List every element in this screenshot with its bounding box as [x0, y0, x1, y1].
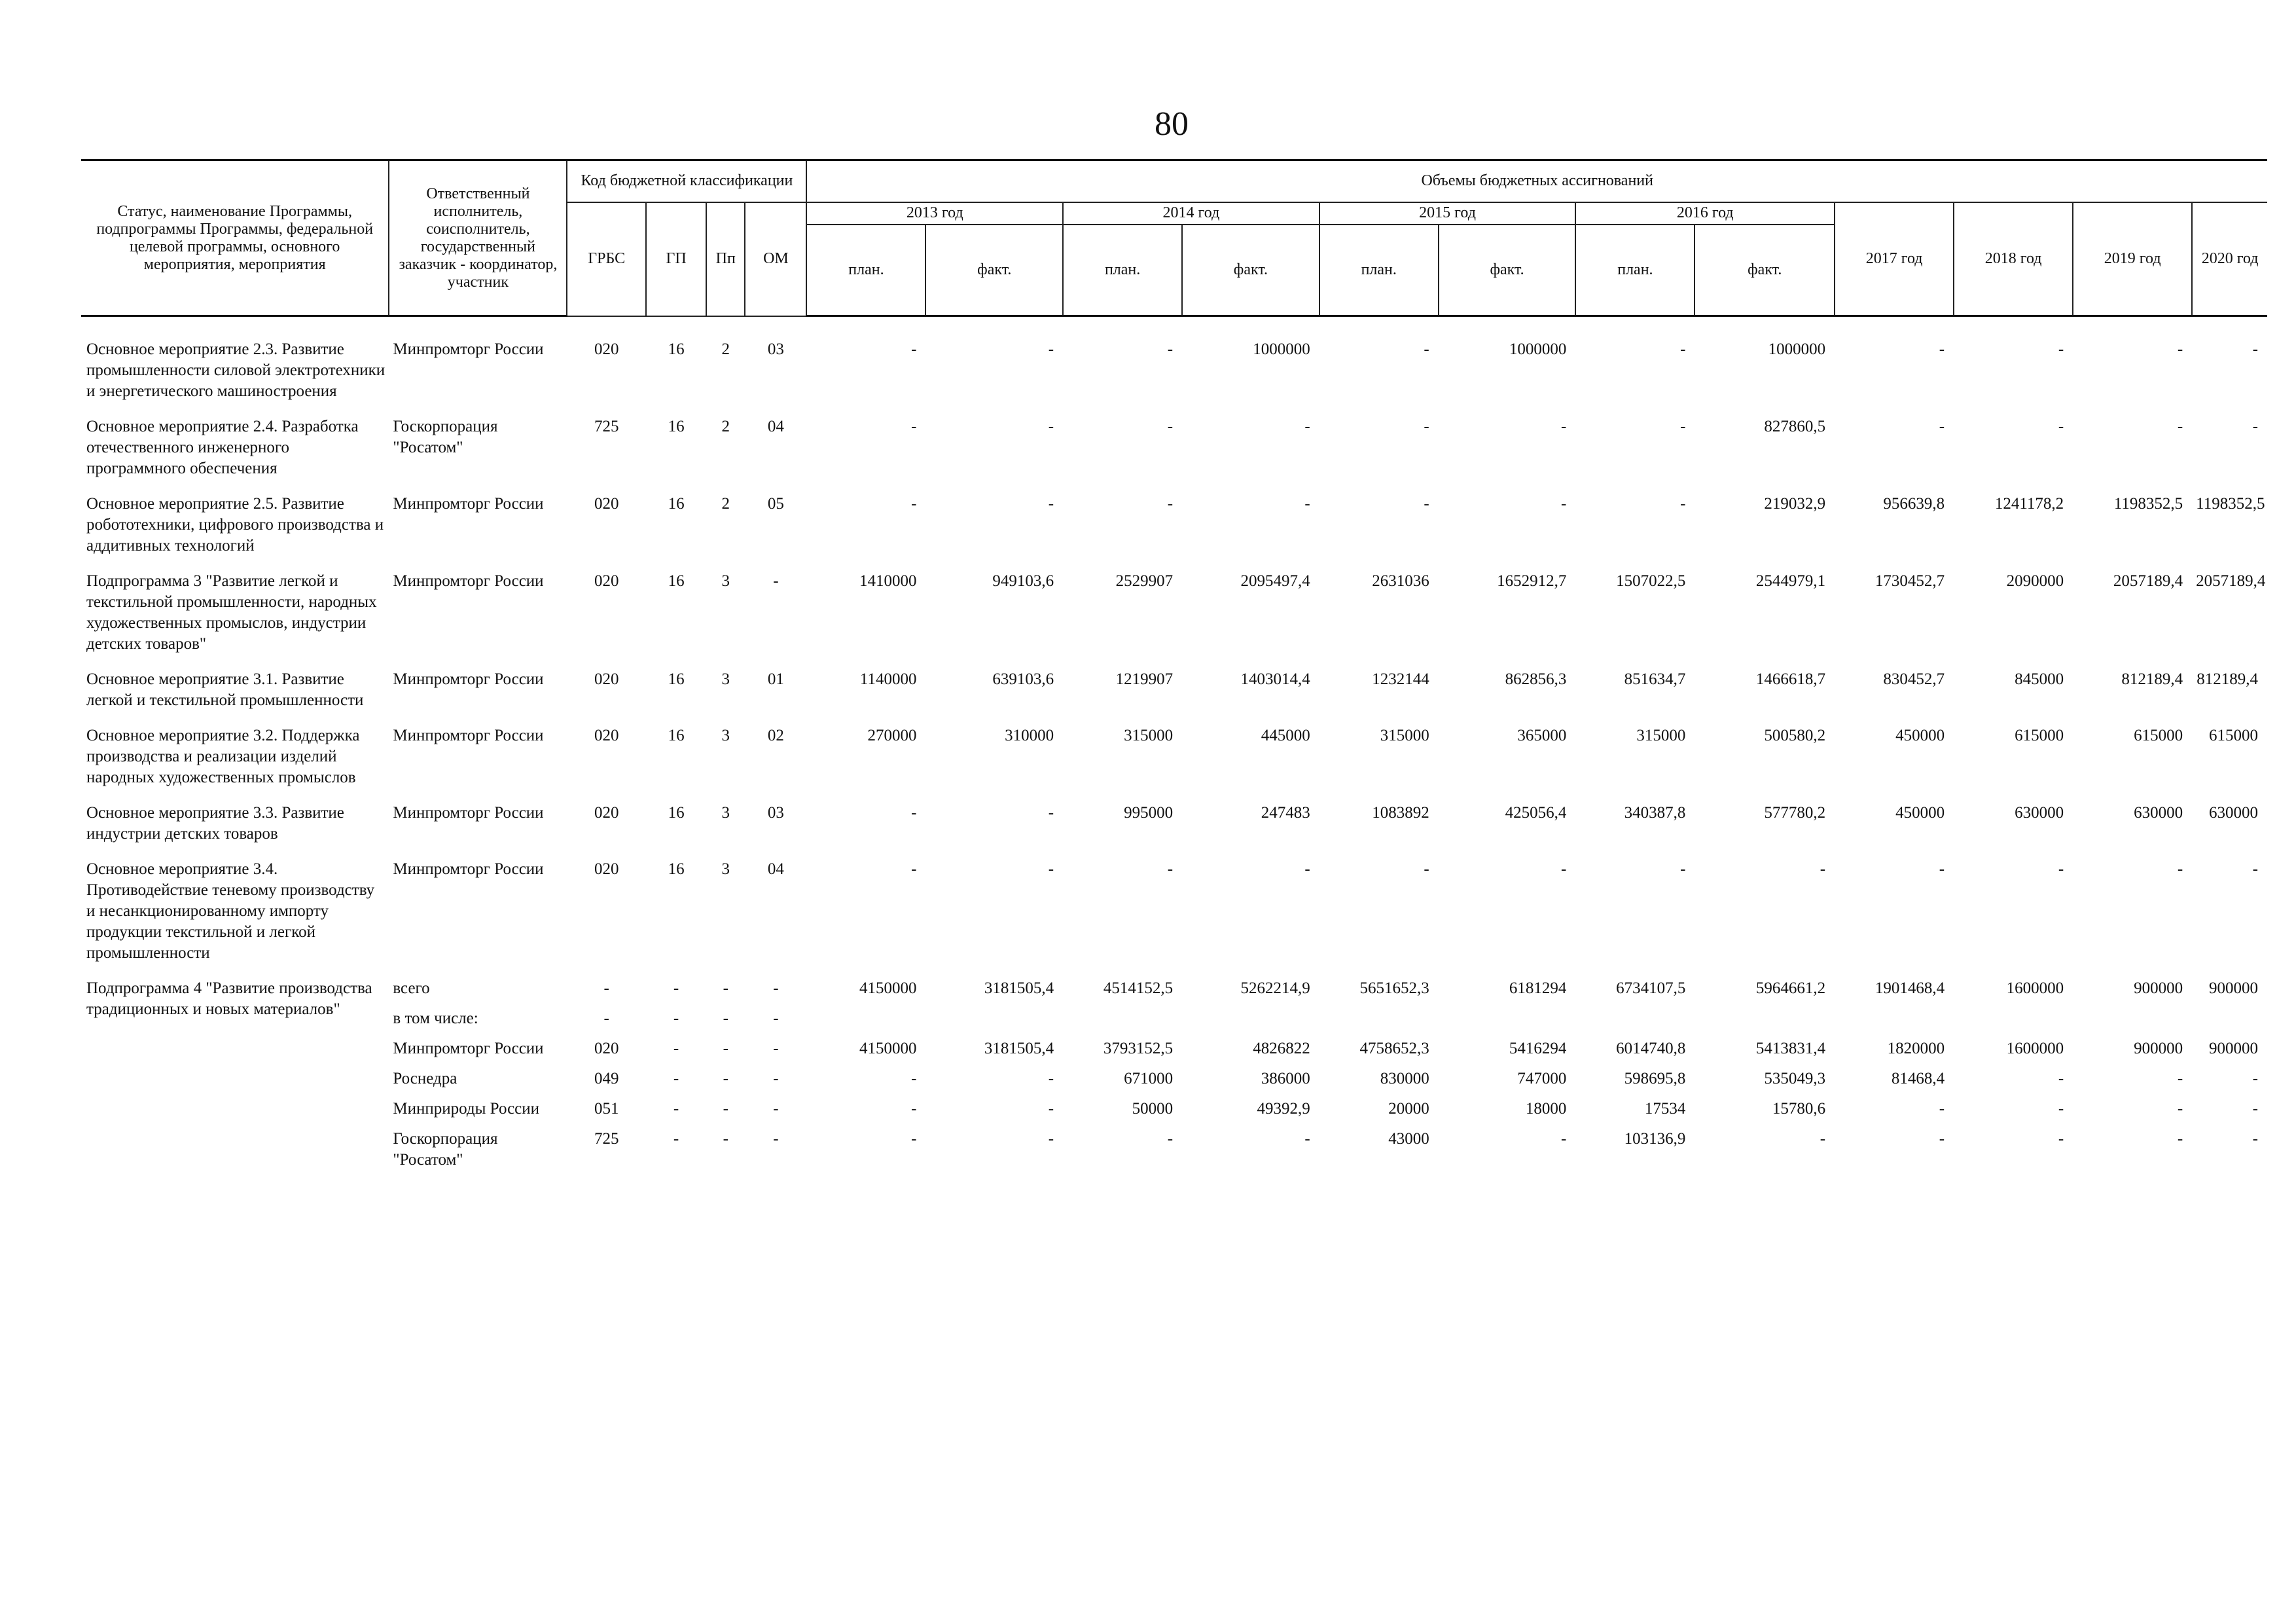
row-value: -	[1167, 340, 1174, 358]
row-code-gp: 16	[668, 495, 685, 513]
row-value: -	[1561, 860, 1567, 878]
row-value: 630000	[2015, 804, 2064, 822]
row-value	[806, 1008, 925, 1038]
row-value: 812189,4	[2197, 670, 2258, 688]
row-value: -	[1304, 418, 1310, 435]
table-row	[81, 1008, 2267, 1038]
table-row	[81, 1068, 2267, 1099]
row-name: Основное мероприятие 2.4. Разработка отечественного инженерного программного обеспечения	[86, 418, 359, 477]
row-value: 900000	[2134, 979, 2183, 997]
header-grbs: ГРБС	[567, 202, 646, 316]
row-value: -	[1304, 860, 1310, 878]
row-value: 2529907	[1115, 572, 1174, 590]
row-value: -	[2177, 860, 2183, 878]
row-value: -	[2058, 418, 2064, 435]
row-code-grbs: 020	[594, 340, 619, 358]
row-value: -	[1939, 418, 1945, 435]
row-value: 5416294	[1509, 1040, 1567, 1057]
row-code-om: 04	[767, 418, 784, 435]
row-code-om: -	[773, 572, 779, 590]
table-row	[81, 1129, 2267, 1180]
header-fact-2015: факт.	[1439, 225, 1576, 316]
row-value	[1182, 1008, 1319, 1038]
row-value: -	[2252, 860, 2258, 878]
row-value: 5964661,2	[1755, 979, 1826, 997]
row-code-grbs: 725	[594, 418, 619, 435]
row-code-pp: 3	[721, 572, 730, 590]
row-code-grbs: 020	[594, 1040, 619, 1057]
table-row	[81, 1038, 2267, 1068]
row-value: 6734107,5	[1616, 979, 1686, 997]
row-value: 3181505,4	[984, 1040, 1054, 1057]
row-value: 49392,9	[1257, 1100, 1310, 1118]
row-value: 1901468,4	[1874, 979, 1945, 997]
table-row	[81, 859, 2267, 978]
header-volumes: Объемы бюджетных ассигнований	[806, 160, 2267, 202]
header-plan-2014: план.	[1063, 225, 1182, 316]
row-value: -	[1680, 860, 1686, 878]
row-value: -	[1167, 418, 1174, 435]
row-code-grbs: 020	[594, 572, 619, 590]
row-value: 315000	[1380, 727, 1429, 744]
row-value: 15780,6	[1772, 1100, 1826, 1118]
table-row	[81, 571, 2267, 669]
table-row	[81, 316, 2267, 417]
row-value: -	[1424, 340, 1429, 358]
row-name: Основное мероприятие 3.1. Развитие легкой и текстильной промышленности	[86, 670, 364, 709]
row-code-grbs: -	[603, 979, 609, 997]
header-gp: ГП	[646, 202, 706, 316]
row-value: -	[1680, 340, 1686, 358]
row-value: -	[911, 1070, 917, 1087]
row-code-pp: 3	[721, 804, 730, 822]
row-value: -	[1561, 495, 1567, 513]
row-value	[1439, 1008, 1576, 1038]
row-value: 1652912,7	[1497, 572, 1567, 590]
row-value: -	[1680, 495, 1686, 513]
row-value: -	[2058, 1070, 2064, 1087]
row-value: 310000	[1005, 727, 1054, 744]
row-value: 450000	[1895, 804, 1945, 822]
row-value: -	[2058, 1100, 2064, 1118]
row-responsible: Минпромторг России	[393, 804, 544, 822]
row-responsible: Госкорпорация "Росатом"	[393, 1130, 498, 1169]
row-value: 851634,7	[1624, 670, 1686, 688]
row-value: 1140000	[859, 670, 917, 688]
row-value	[1575, 1008, 1695, 1038]
row-value: -	[2177, 1070, 2183, 1087]
row-code-gp: -	[673, 1070, 679, 1087]
row-value: -	[2177, 1130, 2183, 1148]
row-code-pp: 3	[721, 670, 730, 688]
row-name: Основное мероприятие 3.3. Развитие индустрии детских товаров	[86, 804, 344, 843]
header-om: ОМ	[745, 202, 806, 316]
row-value: 1820000	[1887, 1040, 1945, 1057]
row-value: 747000	[1517, 1070, 1567, 1087]
row-value	[1319, 1008, 1439, 1038]
row-value: 340387,8	[1624, 804, 1686, 822]
row-value	[1835, 1008, 1954, 1038]
row-value: -	[911, 1130, 917, 1148]
row-value: 2544979,1	[1755, 572, 1826, 590]
row-code-grbs: 725	[594, 1130, 619, 1148]
row-value: 1219907	[1115, 670, 1174, 688]
row-value: 1198352,5	[2196, 495, 2265, 513]
row-value: 3793152,5	[1103, 1040, 1174, 1057]
table-header	[81, 160, 2267, 316]
row-code-gp: 16	[668, 572, 685, 590]
row-code-pp: -	[723, 1100, 728, 1118]
row-value: 830452,7	[1883, 670, 1945, 688]
table-row	[81, 1099, 2267, 1129]
row-value: 615000	[2015, 727, 2064, 744]
row-value: 827860,5	[1764, 418, 1826, 435]
row-code-om: -	[773, 1100, 779, 1118]
row-responsible: Минпромторг России	[393, 1040, 544, 1057]
row-code-om: 01	[767, 670, 784, 688]
row-value: 1600000	[2006, 1040, 2064, 1057]
header-year-2016: 2016 год	[1575, 202, 1835, 225]
header-status: Статус, наименование Программы, подпрограммы Программы, федеральной целевой программы, основного мероприятия, мероприятия	[81, 160, 389, 316]
row-value: -	[1820, 1130, 1826, 1148]
row-value: -	[2252, 1070, 2258, 1087]
table-body	[81, 316, 2267, 1180]
row-code-pp: -	[723, 1010, 728, 1027]
row-value: 1000000	[1253, 340, 1310, 358]
header-plan-2013: план.	[806, 225, 925, 316]
row-value: -	[1167, 860, 1174, 878]
row-value: -	[2177, 418, 2183, 435]
row-code-pp: -	[723, 979, 728, 997]
row-responsible: Минпромторг России	[393, 670, 544, 688]
row-value: 81468,4	[1891, 1070, 1945, 1087]
row-value: -	[1424, 860, 1429, 878]
row-value: 4514152,5	[1103, 979, 1174, 997]
row-value: -	[2058, 340, 2064, 358]
budget-allocation-table	[81, 159, 2267, 1180]
row-value: 615000	[2134, 727, 2183, 744]
row-value: 949103,6	[992, 572, 1054, 590]
row-value: 4150000	[859, 1040, 917, 1057]
row-value: -	[2252, 418, 2258, 435]
row-name: Основное мероприятие 2.5. Развитие робототехники, цифрового производства и аддитивных технологий	[86, 495, 384, 555]
row-value: -	[2252, 1130, 2258, 1148]
header-fact-2014: факт.	[1182, 225, 1319, 316]
row-value: 6181294	[1509, 979, 1567, 997]
row-code-grbs: 020	[594, 804, 619, 822]
row-value: -	[1048, 804, 1054, 822]
row-code-grbs: 049	[594, 1070, 619, 1087]
row-code-gp: 16	[668, 727, 685, 744]
row-value: -	[1939, 340, 1945, 358]
row-code-gp: 16	[668, 860, 685, 878]
row-code-pp: -	[723, 1070, 728, 1087]
row-responsible: всего	[393, 979, 430, 997]
row-value: 1000000	[1768, 340, 1826, 358]
row-value: -	[1048, 1070, 1054, 1087]
row-value: -	[1561, 418, 1567, 435]
row-value	[1063, 1008, 1182, 1038]
row-value: -	[1680, 418, 1686, 435]
row-value: 1600000	[2006, 979, 2064, 997]
row-value: 315000	[1636, 727, 1686, 744]
row-value: -	[1424, 418, 1429, 435]
row-value: 2631036	[1372, 572, 1429, 590]
row-code-gp: -	[673, 979, 679, 997]
row-value: -	[2058, 1130, 2064, 1148]
row-value: -	[1304, 1130, 1310, 1148]
row-code-pp: -	[723, 1130, 728, 1148]
row-code-gp: -	[673, 1040, 679, 1057]
row-value: 615000	[2209, 727, 2258, 744]
row-code-pp: 3	[721, 727, 730, 744]
row-value: -	[1561, 1130, 1567, 1148]
header-responsible: Ответственный исполнитель, соисполнитель, государственный заказчик - координатор, участник	[389, 160, 567, 316]
row-code-gp: -	[673, 1010, 679, 1027]
row-value: 1403014,4	[1240, 670, 1310, 688]
header-year-2017: 2017 год	[1835, 202, 1954, 316]
row-value: 20000	[1388, 1100, 1429, 1118]
row-code-pp: 2	[721, 495, 730, 513]
row-value: -	[911, 340, 917, 358]
row-value: -	[1167, 495, 1174, 513]
row-value: -	[2252, 1100, 2258, 1118]
row-code-grbs: 020	[594, 495, 619, 513]
table-row	[81, 494, 2267, 571]
row-value: -	[1167, 1130, 1174, 1148]
row-code-pp: 2	[721, 340, 730, 358]
row-responsible: в том числе:	[393, 1010, 478, 1027]
row-code-gp: -	[673, 1130, 679, 1148]
row-code-gp: -	[673, 1100, 679, 1118]
row-value: -	[1939, 1130, 1945, 1148]
row-code-om: 03	[767, 804, 784, 822]
header-year-2018: 2018 год	[1954, 202, 2073, 316]
header-year-2015: 2015 год	[1319, 202, 1576, 225]
row-value: 630000	[2134, 804, 2183, 822]
row-value: -	[1048, 340, 1054, 358]
row-responsible: Минпромторг России	[393, 860, 544, 878]
row-value: 4826822	[1253, 1040, 1310, 1057]
header-pp: Пп	[706, 202, 745, 316]
row-code-gp: 16	[668, 418, 685, 435]
row-responsible: Роснедра	[393, 1070, 457, 1087]
row-code-om: 05	[767, 495, 784, 513]
row-value: 5413831,4	[1755, 1040, 1826, 1057]
row-name: Основное мероприятие 3.2. Поддержка производства и реализации изделий народных художественных промыслов	[86, 727, 360, 786]
row-value: 4150000	[859, 979, 917, 997]
row-value: 639103,6	[992, 670, 1054, 688]
row-value: 500580,2	[1764, 727, 1826, 744]
row-code-om: 02	[767, 727, 784, 744]
row-code-om: -	[773, 979, 779, 997]
row-value: -	[911, 495, 917, 513]
row-value: 5651652,3	[1359, 979, 1429, 997]
row-value: 219032,9	[1764, 495, 1826, 513]
header-budget-code: Код бюджетной классификации	[567, 160, 806, 202]
row-code-om: -	[773, 1070, 779, 1087]
header-year-2020: 2020 год	[2192, 202, 2267, 316]
row-name: Основное мероприятие 2.3. Развитие промышленности силовой электротехники и энергетического машиностроения	[86, 340, 386, 400]
row-value: 1507022,5	[1616, 572, 1686, 590]
row-value: 18000	[1525, 1100, 1567, 1118]
table-row	[81, 803, 2267, 859]
row-code-pp: 2	[721, 418, 730, 435]
row-value: -	[2252, 340, 2258, 358]
row-code-grbs: 051	[594, 1100, 619, 1118]
row-value: 270000	[867, 727, 917, 744]
table-row	[81, 978, 2267, 1008]
row-code-grbs: 020	[594, 860, 619, 878]
row-value: 995000	[1124, 804, 1174, 822]
row-value: -	[1048, 418, 1054, 435]
row-value: -	[911, 1100, 917, 1118]
row-value: -	[2058, 860, 2064, 878]
row-code-pp: -	[723, 1040, 728, 1057]
row-code-om: 04	[767, 860, 784, 878]
row-code-om: 03	[767, 340, 784, 358]
row-value: 386000	[1261, 1070, 1310, 1087]
row-value: 577780,2	[1764, 804, 1826, 822]
table-row	[81, 669, 2267, 725]
row-code-pp: 3	[721, 860, 730, 878]
row-value: 1730452,7	[1874, 572, 1945, 590]
row-value: 900000	[2134, 1040, 2183, 1057]
row-name: Основное мероприятие 3.4. Противодействие теневому производству и несанкционированному импорту продукции текстильной и легкой промышленности	[86, 860, 375, 962]
row-value: 2057189,4	[2196, 572, 2266, 590]
page-number: 80	[1155, 105, 1189, 143]
row-value: 2095497,4	[1240, 572, 1310, 590]
row-code-om: -	[773, 1130, 779, 1148]
header-year-2013: 2013 год	[806, 202, 1063, 225]
row-value: -	[2177, 340, 2183, 358]
row-value: 247483	[1261, 804, 1310, 822]
row-code-gp: 16	[668, 340, 685, 358]
row-value	[2073, 1008, 2192, 1038]
row-value: 630000	[2209, 804, 2258, 822]
row-value: -	[2177, 1100, 2183, 1118]
row-code-gp: 16	[668, 804, 685, 822]
row-value: -	[1424, 495, 1429, 513]
row-value: 4758652,3	[1359, 1040, 1429, 1057]
row-value: 103136,9	[1624, 1130, 1686, 1148]
header-fact-2016: факт.	[1695, 225, 1835, 316]
row-code-om: -	[773, 1010, 779, 1027]
row-value: 2057189,4	[2113, 572, 2183, 590]
row-value: -	[911, 418, 917, 435]
row-code-grbs: 020	[594, 727, 619, 744]
row-value: 445000	[1261, 727, 1310, 744]
row-value: 17534	[1644, 1100, 1686, 1118]
row-value	[925, 1008, 1063, 1038]
row-value: 671000	[1124, 1070, 1174, 1087]
row-code-gp: 16	[668, 670, 685, 688]
row-value: 365000	[1517, 727, 1567, 744]
header-year-2019: 2019 год	[2073, 202, 2192, 316]
row-responsible: Минприроды России	[393, 1100, 540, 1118]
row-value: 5262214,9	[1240, 979, 1310, 997]
row-responsible: Госкорпорация "Росатом"	[393, 418, 498, 456]
row-value: -	[1048, 495, 1054, 513]
row-value: 43000	[1388, 1130, 1429, 1148]
row-value: 1410000	[859, 572, 917, 590]
row-value	[1954, 1008, 2073, 1038]
subprogram4-name: Подпрограмма 4 "Развитие производства традиционных и новых материалов"	[86, 979, 372, 1018]
row-code-grbs: 020	[594, 670, 619, 688]
row-value: 1466618,7	[1755, 670, 1826, 688]
row-value: 812189,4	[2121, 670, 2183, 688]
row-responsible: Минпромторг России	[393, 495, 544, 513]
row-code-grbs: -	[603, 1010, 609, 1027]
row-value: 900000	[2209, 979, 2258, 997]
row-value: 6014740,8	[1616, 1040, 1686, 1057]
row-value: 598695,8	[1624, 1070, 1686, 1087]
row-value: 1083892	[1372, 804, 1429, 822]
row-value: -	[1820, 860, 1826, 878]
row-value: 2090000	[2006, 572, 2064, 590]
header-year-2014: 2014 год	[1063, 202, 1319, 225]
table-row	[81, 416, 2267, 494]
row-code-om: -	[773, 1040, 779, 1057]
row-value: 1198352,5	[2113, 495, 2183, 513]
row-name: Подпрограмма 3 "Развитие легкой и текстильной промышленности, народных художественных промыслов, индустрии детских товаров"	[86, 572, 377, 653]
table-row	[81, 725, 2267, 803]
row-value: 50000	[1132, 1100, 1174, 1118]
row-responsible: Минпромторг России	[393, 572, 544, 590]
row-value: 1241178,2	[1994, 495, 2064, 513]
header-plan-2016: план.	[1575, 225, 1695, 316]
row-value: 315000	[1124, 727, 1174, 744]
row-value: 3181505,4	[984, 979, 1054, 997]
row-value: 845000	[2015, 670, 2064, 688]
row-value: 956639,8	[1883, 495, 1945, 513]
row-value: 535049,3	[1764, 1070, 1826, 1087]
row-value: 900000	[2209, 1040, 2258, 1057]
row-value: -	[911, 804, 917, 822]
row-value	[1695, 1008, 1835, 1038]
row-value: -	[1939, 860, 1945, 878]
row-responsible: Минпромторг России	[393, 340, 544, 358]
row-value: 1232144	[1372, 670, 1429, 688]
row-value: 830000	[1380, 1070, 1429, 1087]
row-value: 425056,4	[1505, 804, 1567, 822]
row-value: -	[1939, 1100, 1945, 1118]
row-value: -	[911, 860, 917, 878]
header-plan-2015: план.	[1319, 225, 1439, 316]
header-fact-2013: факт.	[925, 225, 1063, 316]
row-value: -	[1048, 860, 1054, 878]
row-value: 1000000	[1509, 340, 1567, 358]
row-responsible: Минпромторг России	[393, 727, 544, 744]
row-value: 862856,3	[1505, 670, 1567, 688]
row-value: 450000	[1895, 727, 1945, 744]
row-value	[2192, 1008, 2267, 1038]
row-value: -	[1304, 495, 1310, 513]
row-value: -	[1048, 1100, 1054, 1118]
row-value: -	[1048, 1130, 1054, 1148]
